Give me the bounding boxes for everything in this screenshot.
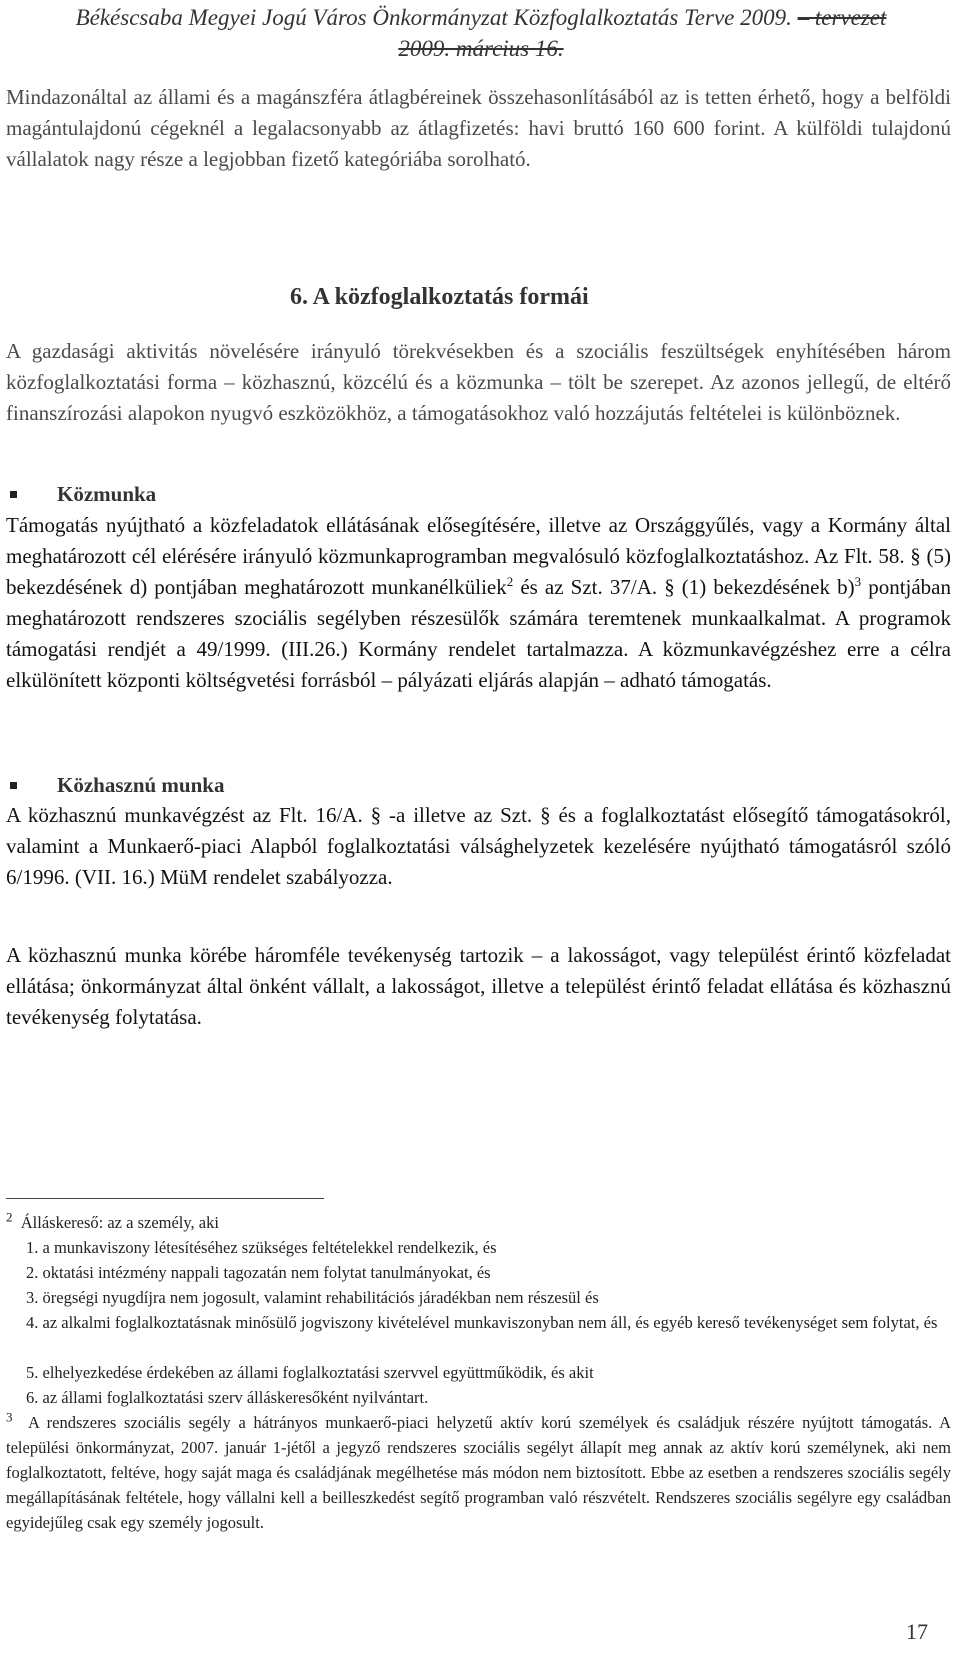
footnote-3-mark: 3	[6, 1409, 13, 1425]
intro-paragraph: Mindazonáltal az állami és a magánszféra átlagbéreinek összehasonlításából az is tetten érhető, hogy a belföldi magántulajdonú cégeknél a legalacsonyabb az átlagfizetés: havi bruttó 160 600 forint. A külföldi tulajdonú vállalatok nagy része a legjobban fizető kategóriába sorolható.	[6, 85, 951, 171]
footnote-2-title: Álláskereső: az a személy, aki	[20, 1213, 219, 1232]
footnote-separator	[6, 1198, 324, 1199]
kozmunka-text-c: pontjában meghatározott rendszeres szociális segélyben részesülők számára teremtenek munkaalkalmat. A programok támogatási rendjét a 49/1999. (III.26.) Kormány rendelet tartalmazza. A közmunkavégzéshez erre a célra elkülönített központi költségvetési forrásból – pályázati eljárás alapján – adható támogatás.	[6, 575, 952, 692]
kozmunka-text-a: Támogatás nyújtható a közfeladatok ellátásának elősegítésére, illetve az Országgyűlés, vagy a Kormány által meghatározott cél elérésére irányuló közmunkaprogramban megvalósuló közfoglalkoztatáshoz. Az Flt. 58. § (5) bekezdésének d) pontjában meghatározott munkanélküliek	[6, 513, 951, 599]
kozmunka-title: Közmunka	[57, 482, 157, 506]
header-struck-text: – tervezet	[797, 5, 887, 30]
kozmunka-paragraph	[6, 510, 951, 696]
footnote-ref-2[interactable]: 2	[506, 574, 514, 589]
footnote-3-text: A rendszeres szociális segély a hátrányos munkaerő-piaci helyzetű aktív korú személyek és családjuk részére nyújtott támogatás. A települési önkormányzat, 2007. január 1-jétől a jegyző rendszeres szociális segélyt állapít meg annak az aktív korú személynek, aki nem foglalkoztatott, feltéve, hogy saját maga és családjának megélhetése más módon nem biztosított. Ebbe az esetben a rendszeres szociális segély megállapításának feltétele, hogy vállalni kell a beilleszkedést segítő programban való részvételt. Rendszeres szociális segélyre egy családban egyidejűleg csak egy személy jogosult.	[6, 1413, 951, 1532]
kozhasznu-heading	[6, 773, 224, 798]
kozmunka-text-b: és az Szt. 37/A. § (1) bekezdésének b)	[513, 575, 855, 599]
section-title: 6. A közfoglalkoztatás formái	[290, 284, 589, 310]
footnote-2-item: 6. az állami foglalkoztatási szerv álláskeresőként nyilvántart.	[26, 1388, 429, 1407]
running-header	[6, 2, 956, 64]
header-title: Békéscsaba Megyei Jogú Város Önkormányzat Közfoglalkoztatás Terve 2009.	[75, 5, 792, 30]
footnote-2-heading	[6, 1210, 951, 1235]
footnote-ref-3[interactable]: 3	[854, 574, 862, 589]
page-number: 17	[906, 1619, 928, 1644]
footnote-2-item-4: 4. az alkalmi foglalkoztatásnak minősülő jogviszony kivételével munkaviszonyban nem áll, és egyéb kereső tevékenységet sem folytat, és	[26, 1313, 938, 1332]
footnote-2-mark: 2	[6, 1209, 13, 1225]
section-paragraph: A gazdasági aktivitás növelésére irányuló törekvésekben és a szociális feszültségek enyhítésében három közfoglalkoztatási forma – közhasznú, közcélú és a közmunka – tölt be szerepet. Az azonos jellegű, de eltérő finanszírozási alapokon nyugvó eszközökhöz, a támogatásokhoz való hozzájutás feltételei is különböznek.	[6, 339, 951, 425]
kozhasznu-title: Közhasznú munka	[57, 773, 225, 797]
kozhasznu-paragraph: A közhasznú munkavégzést az Flt. 16/A. § -a illetve az Szt. § és a foglalkoztatást elősegítő támogatásokról, valamint a Munkaerő-piaci Alapból foglalkoztatási válsághelyzetek kezelésére nyújtható támogatásról szóló 6/1996. (VII. 16.) MüM rendelet szabályozza.	[6, 803, 951, 889]
footnote-2-item: 3. öregségi nyugdíjra nem jogosult, valamint rehabilitációs járadékban nem részesül és	[26, 1288, 599, 1307]
square-bullet-icon	[10, 491, 17, 498]
header-date: 2009. március 16.	[398, 36, 564, 61]
kozhasznu-scope-paragraph: A közhasznú munka körébe háromféle tevékenység tartozik – a lakosságot, vagy települést érintő közfeladat ellátása; önkormányzat által önként vállalt, a lakosságot, illetve a települést érintő feladat ellátása és közhasznú tevékenység folytatása.	[6, 943, 951, 1029]
footnote-2-item: 5. elhelyezkedése érdekében az állami foglalkoztatási szervvel együttműködik, és akit	[26, 1363, 594, 1382]
footnote-3	[6, 1410, 951, 1535]
footnote-2-item: 2. oktatási intézmény nappali tagozatán nem folytat tanulmányokat, és	[26, 1263, 491, 1282]
square-bullet-icon	[10, 782, 17, 789]
kozmunka-heading	[6, 482, 156, 507]
footnote-2-item: 1. a munkaviszony létesítéséhez szükséges feltételekkel rendelkezik, és	[26, 1238, 497, 1257]
